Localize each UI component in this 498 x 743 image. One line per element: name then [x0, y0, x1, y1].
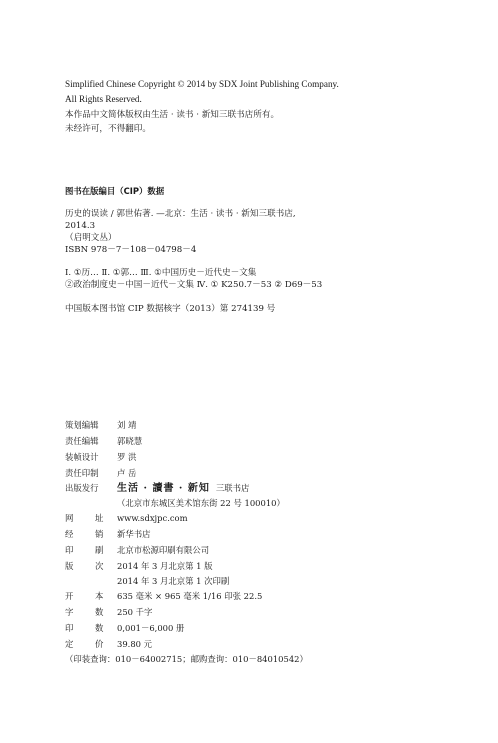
edition-value: 2014 年 3 月北京第 1 版 — [117, 561, 213, 571]
credit-row — [65, 436, 142, 447]
distributor-value: 新华书店 — [117, 529, 151, 539]
spec-label-char: 定 — [65, 639, 74, 649]
spec-label-char: 印 — [65, 623, 74, 633]
no-reprint-line: 未经许可，不得翻印。 — [65, 124, 151, 134]
credit-label: 责任编辑 — [65, 436, 99, 446]
print-run-value: 2014 年 3 月北京第 1 次印刷 — [117, 576, 230, 586]
credit-row — [65, 452, 136, 463]
spec-label-char: 开 — [65, 591, 74, 601]
credit-label: 策划编辑 — [65, 420, 99, 430]
spec-label-char: 数 — [95, 623, 104, 633]
credit-value: 郭晓慧 — [117, 436, 143, 446]
cip-series-line: （启明文丛） — [65, 233, 117, 243]
detail-row — [65, 529, 151, 540]
detail-label-char: 印 — [65, 545, 74, 555]
cip-subject-line-1: Ⅰ. ①历… Ⅱ. ①郭… Ⅲ. ①中国历史－近代史－文集 — [65, 268, 257, 278]
credit-label: 责任印制 — [65, 468, 99, 478]
cip-heading: 图书在版编目（CIP）数据 — [65, 186, 165, 196]
detail-label-char: 版 — [65, 561, 74, 571]
credit-label: 装帧设计 — [65, 452, 99, 462]
credit-row — [65, 468, 136, 479]
spec-row — [65, 607, 152, 618]
credit-value: 罗 洪 — [117, 452, 137, 462]
publisher-row — [65, 483, 249, 494]
inquiry-line: （印装查询：010－64002715；邮购查询：010－84010542） — [65, 654, 308, 664]
credit-row — [65, 420, 136, 431]
detail-row — [65, 561, 213, 572]
publisher-name: 三联书店 — [215, 483, 250, 493]
spec-label-char: 字 — [65, 607, 74, 617]
cip-isbn-line: ISBN 978－7－108－04798－4 — [65, 245, 197, 255]
detail-label-char: 销 — [95, 529, 104, 539]
spec-row — [65, 639, 152, 650]
spec-label-char: 价 — [95, 639, 104, 649]
publisher-brand-logo: 生活 · 讀書 · 新知 — [117, 483, 210, 494]
word-count-value: 250 千字 — [117, 607, 153, 617]
detail-row — [65, 545, 209, 556]
spec-label-char: 数 — [95, 607, 104, 617]
cip-date-line: 2014.3 — [65, 221, 96, 231]
spec-label-char: 本 — [95, 591, 104, 601]
copyright-line-zh: 本作品中文简体版权由生活 · 读书 · 新知三联书店所有。 — [65, 110, 280, 120]
detail-label-char: 经 — [65, 529, 74, 539]
detail-label-char: 址 — [95, 513, 104, 523]
cip-title-line: 历史的误读 / 郭世佑著. —北京：生活 · 读书 · 新知三联书店, — [65, 209, 296, 219]
detail-label-char: 网 — [65, 513, 74, 523]
price-value: 39.80 元 — [117, 639, 153, 649]
copyright-line-en: Simplified Chinese Copyright © 2014 by SDX Joint Publishing Company. — [65, 79, 339, 89]
format-value: 635 毫米 × 965 毫米 1/16 印张 22.5 — [117, 591, 263, 601]
publisher-address: （北京市东城区美术馆东街 22 号 100010） — [117, 498, 285, 508]
website-value: www.sdxjpc.com — [117, 513, 188, 523]
printer-value: 北京市松源印刷有限公司 — [117, 545, 210, 555]
detail-label-char: 次 — [95, 561, 104, 571]
cip-record-line: 中国版本图书馆 CIP 数据核字（2013）第 274139 号 — [65, 304, 276, 314]
publisher-label: 出版发行 — [65, 483, 99, 493]
detail-label-char: 刷 — [95, 545, 104, 555]
spec-row — [65, 591, 262, 602]
spec-row — [65, 623, 184, 634]
credit-value: 刘 靖 — [117, 420, 137, 430]
credit-value: 卢 岳 — [117, 468, 137, 478]
print-quantity-value: 0,001－6,000 册 — [117, 623, 185, 633]
cip-subject-line-2: ②政治制度史－中国－近代－文集 Ⅳ. ① K250.7－53 ② D69－53 — [65, 280, 323, 290]
rights-reserved-line: All Rights Reserved. — [65, 94, 142, 104]
detail-row — [65, 513, 188, 524]
